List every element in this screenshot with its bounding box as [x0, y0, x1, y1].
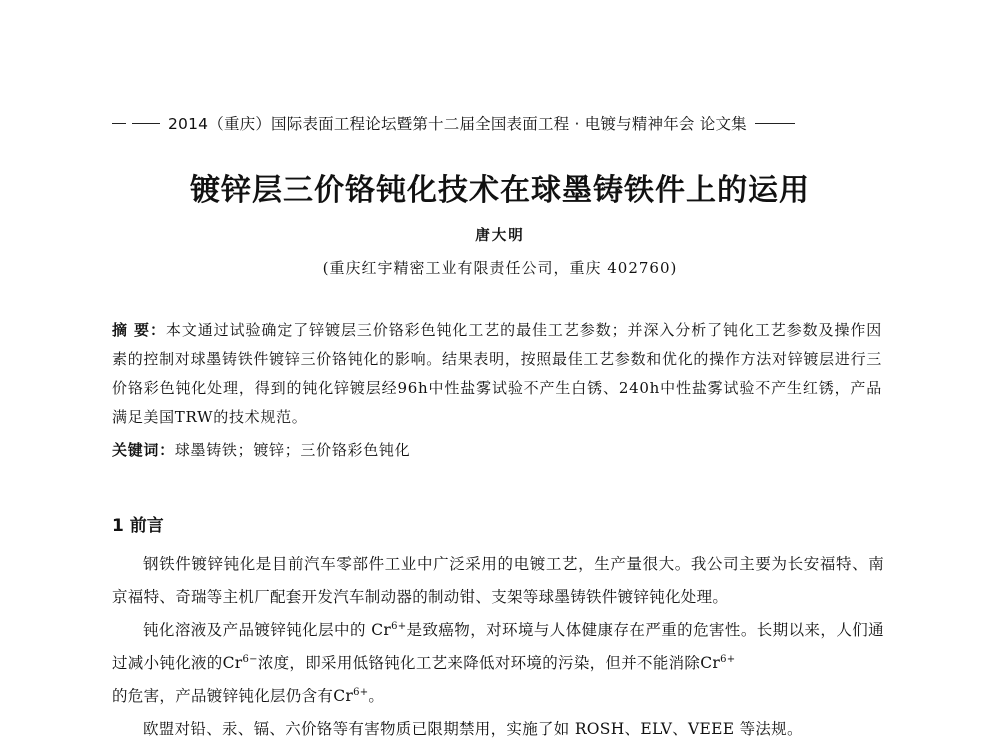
- paragraph-2-part-b: 是致癌物，对环境与人体健康存在严重的危害性。长期以来，人们通过减小钝化液的Cr: [112, 621, 884, 672]
- superscript-cr6-4: 6+: [353, 686, 369, 698]
- running-header: [112, 110, 892, 136]
- keywords-text: 球墨铸铁；镀锌；三价铬彩色钝化: [174, 441, 411, 459]
- superscript-cr6-3: 6+: [720, 653, 736, 665]
- article-author: 唐大明: [475, 227, 525, 244]
- header-dash-right: [755, 123, 795, 124]
- keywords-label: 关键词：: [112, 441, 175, 459]
- paragraph-2-part-c: 浓度，即采用低铬钝化工艺来降低对环境的污染，但并不能消除Cr: [257, 654, 721, 672]
- article-affiliation: (重庆红宇精密工业有限责任公司，重庆 402760): [322, 259, 678, 277]
- section-body: [112, 548, 884, 746]
- section-heading: 1 前言: [112, 516, 164, 536]
- header-dash-left-long: [132, 123, 160, 124]
- superscript-cr6-2: 6−: [242, 653, 258, 665]
- paragraph-3: 欧盟对铅、汞、镉、六价铬等有害物质已限期禁用，实施了如 ROSH、ELV、VEEE 等法规。: [143, 720, 803, 738]
- paragraph-1: 钢铁件镀锌钝化是目前汽车零部件工业中广泛采用的电镀工艺，生产量很大。我公司主要为长安福特、南京福特、奇瑞等主机厂配套开发汽车制动器的制动钳、支架等球墨铸铁件镀锌钝化处理。: [112, 555, 884, 606]
- paragraph-2-part-d: 的危害，产品镀锌钝化层仍含有Cr: [112, 687, 354, 705]
- article-title: 镀锌层三价铬钝化技术在球墨铸铁件上的运用: [190, 173, 810, 208]
- header-text: 2014（重庆）国际表面工程论坛暨第十二届全国表面工程 · 电镀与精神年会 论文集: [168, 115, 747, 133]
- keywords: [112, 438, 882, 462]
- paragraph-2: [112, 614, 884, 713]
- superscript-cr6-1: 6+: [391, 620, 407, 632]
- abstract-text: 本文通过试验确定了锌镀层三价铬彩色钝化工艺的最佳工艺参数；并深入分析了钝化工艺参数及操作因素的控制对球墨铸铁件镀锌三价铬钝化的影响。结果表明，按照最佳工艺参数和优化的操作方法对锌镀层进行三价铬彩色钝化处理，得到的钝化锌镀层经96h中性盐雾试验不产生白锈、240h中性盐雾试验不产生红锈，产品满足美国TRW的技术规范。: [112, 321, 882, 426]
- paragraph-2-part-a: 钝化溶液及产品镀锌钝化层中的 Cr: [143, 621, 392, 639]
- paragraph-2-part-e: 。: [368, 687, 385, 705]
- header-dash-left-short: [112, 123, 126, 124]
- abstract-label: 摘 要：: [112, 321, 166, 339]
- abstract: [112, 316, 882, 432]
